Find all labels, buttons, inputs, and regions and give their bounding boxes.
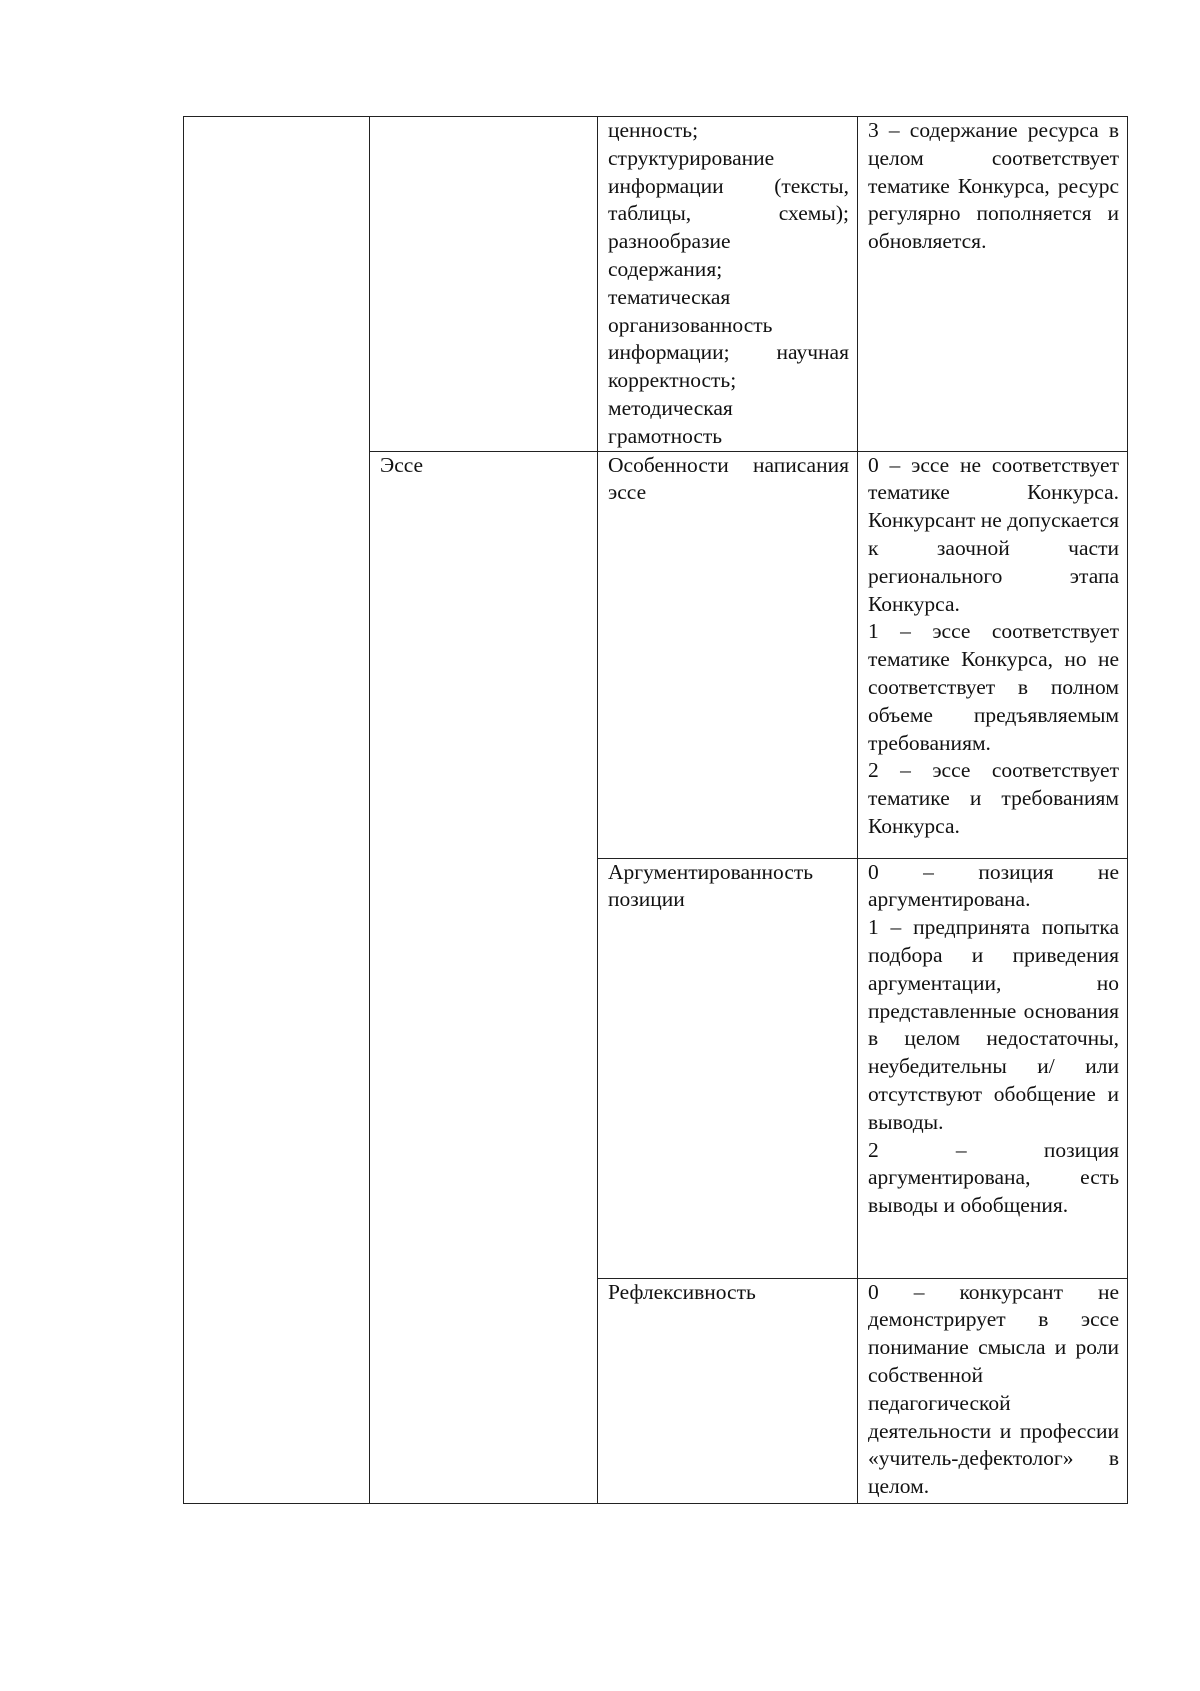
criterion-text: Аргументированность позиции <box>608 859 814 912</box>
score-text: 0 – позиция не аргументирована. <box>868 859 1119 912</box>
empty-cell <box>370 117 598 452</box>
score-cell <box>858 117 1128 452</box>
criteria-table <box>183 116 1128 1504</box>
score-cell <box>858 451 1128 858</box>
criterion-cell <box>598 451 858 858</box>
table-row <box>184 117 1128 452</box>
empty-cell <box>184 117 370 1504</box>
score-cell <box>858 1278 1128 1503</box>
score-cell <box>858 858 1128 1278</box>
criterion-text: Рефлексивность <box>608 1279 756 1304</box>
criterion-text: ценность; структурирование информации (тексты, таблицы, схемы); разнообразие содержания; тематическая организованность информации; научная корректность; методическая грамотность <box>608 118 849 448</box>
score-text: 1 – предпринята попытка подбора и приведения аргументации, но представленные основания в целом недостаточны, неубедительны и/ или отсутствуют обобщение и выводы. <box>868 915 1119 1134</box>
essay-cell <box>370 451 598 1503</box>
score-text: 1 – эссе соответствует тематике Конкурса, но не соответствует в полном объеме предъявляемым требованиям. <box>868 619 1119 755</box>
criterion-text: Особенности написания эссе <box>608 452 849 505</box>
score-text: 2 – позиция аргументирована, есть выводы и обобщения. <box>868 1137 1119 1218</box>
nomination-name: Эссе <box>380 452 424 477</box>
criterion-cell <box>598 858 858 1278</box>
criterion-cell <box>598 1278 858 1503</box>
score-text: 2 – эссе соответствует тематике и требованиям Конкурса. <box>868 758 1119 838</box>
score-text: 0 – конкурсант не демонстрирует в эссе понимание смысла и роли собственной педагогической деятельности и профессии «учитель-дефектолог» в целом. <box>868 1279 1119 1499</box>
score-text: 3 – содержание ресурса в целом соответствует тематике Конкурса, ресурс регулярно пополняется и обновляется. <box>868 118 1119 254</box>
criterion-cell <box>598 117 858 452</box>
score-text: 0 – эссе не соответствует тематике Конкурса. Конкурсант не допускается к заочной части регионального этапа Конкурса. <box>868 452 1119 616</box>
